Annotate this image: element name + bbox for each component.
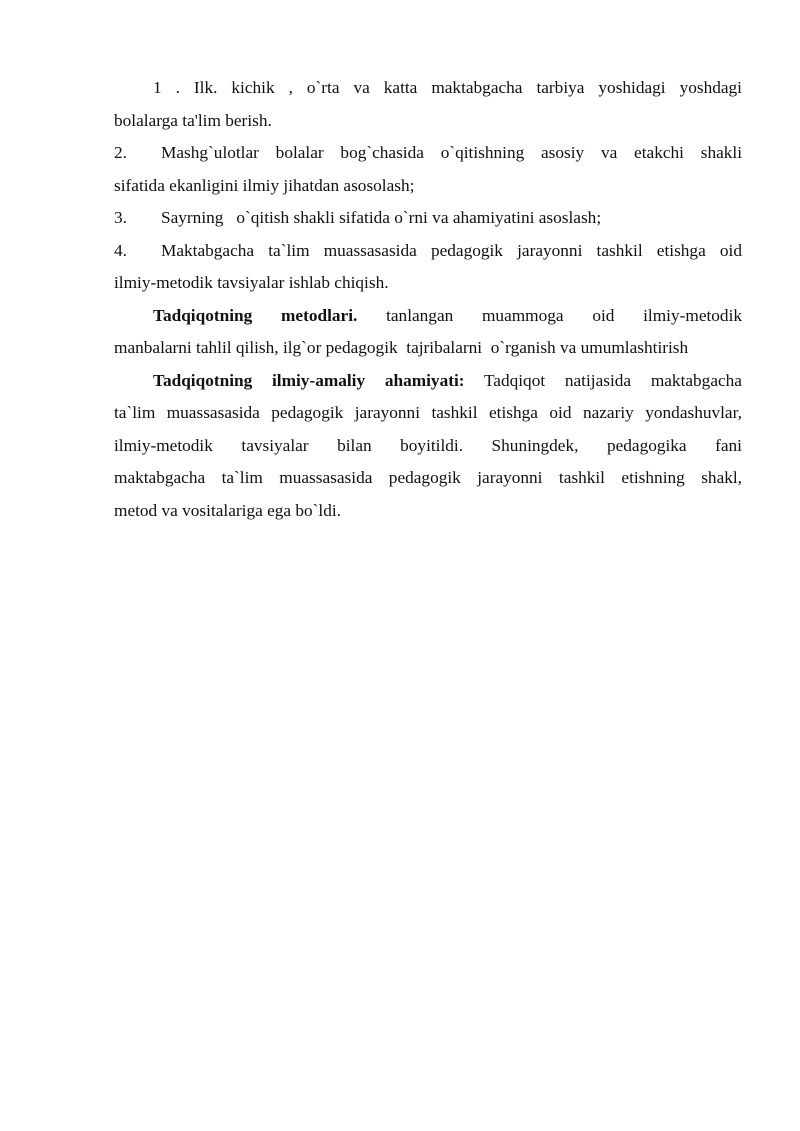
significance-paragraph bbox=[114, 365, 742, 528]
significance-line-2: ta`lim muassasasida pedagogik jarayonni tashkil etishga oid nazariy yondashuvlar, bbox=[114, 403, 742, 422]
significance-line-3: ilmiy-metodik tavsiyalar bilan boyitildi. Shuningdek, pedagogika fani bbox=[114, 435, 742, 455]
list-item-1-line-1: 1 . Ilk. kichik , o`rta va katta maktabgacha tarbiya yoshidagi yoshdagi bbox=[153, 78, 742, 97]
methods-line-2: manbalarni tahlil qilish, ilg`or pedagogik tajribalarni o`rganish va umumlashtirish bbox=[114, 338, 689, 357]
significance-line-1: Tadqiqot natijasida maktabgacha bbox=[483, 370, 742, 390]
list-item-3 bbox=[114, 202, 742, 235]
list-item-2-line-2: sifatida ekanligini ilmiy jihatdan asosolash; bbox=[114, 175, 415, 195]
methods-heading: Tadqiqotning metodlari. bbox=[153, 305, 358, 325]
methods-line-1: tanlangan muammoga oid ilmiy-metodik bbox=[386, 305, 743, 325]
list-item-2-line-1: Mashg`ulotlar bolalar bog`chasida o`qitishning asosiy va etakchi shakli bbox=[161, 143, 742, 162]
list-item-2 bbox=[114, 137, 742, 202]
significance-line-4: maktabgacha ta`lim muassasasida pedagogik jarayonni tashkil etishning shakl, bbox=[114, 468, 742, 487]
significance-line-5: metod va vositalariga ega bo`ldi. bbox=[114, 500, 341, 520]
list-item-4-line-1: Maktabgacha ta`lim muassasasida pedagogik jarayonni tashkil etishga oid bbox=[161, 240, 742, 260]
list-item-3-line-1: Sayrning o`qitish shakli sifatida o`rni va ahamiyatini asoslash; bbox=[161, 208, 602, 227]
list-item-4-number: 4. bbox=[114, 240, 127, 260]
list-item-4 bbox=[114, 235, 742, 300]
list-item-4-line-2: ilmiy-metodik tavsiyalar ishlab chiqish. bbox=[114, 273, 389, 292]
list-item-1-line-2: bolalarga ta'lim berish. bbox=[114, 110, 272, 130]
list-item-3-number: 3. bbox=[114, 208, 127, 227]
methods-paragraph bbox=[114, 300, 742, 365]
document-page bbox=[114, 72, 742, 527]
list-item-2-number: 2. bbox=[114, 143, 127, 162]
list-item-1 bbox=[114, 72, 742, 137]
significance-heading: Tadqiqotning ilmiy-amaliy ahamiyati: bbox=[153, 370, 465, 390]
